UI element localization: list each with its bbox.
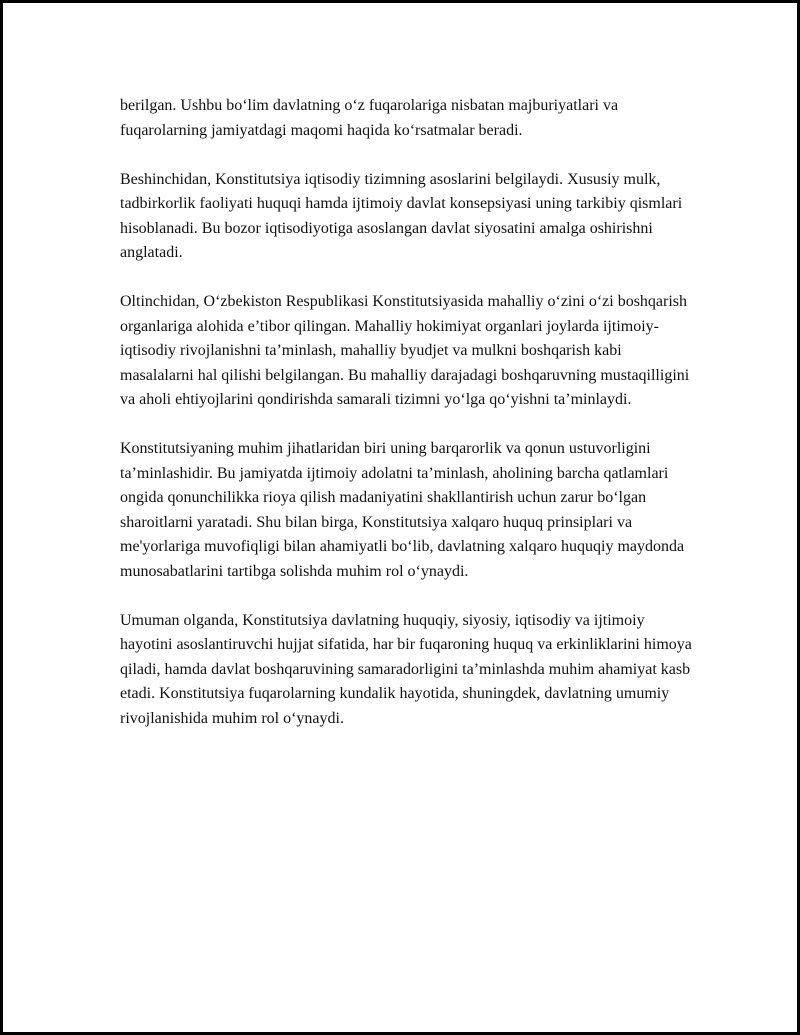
document-body — [120, 94, 695, 756]
paragraph-2: Beshinchidan, Konstitutsiya iqtisodiy tizimning asoslarini belgilaydi. Xususiy mulk, tadbirkorlik faoliyati huquqi hamda ijtimoiy davlat konsepsiyasi uning tarkibiy qismlari hisoblanadi. Bu bozor iqtisodiyotiga asoslangan davlat siyosatini amalga oshirishni anglatadi. — [120, 170, 683, 261]
paragraph-5: Umuman olganda, Konstitutsiya davlatning huquqiy, siyosiy, iqtisodiy va ijtimoiy hayotini asoslantiruvchi hujjat sifatida, har bir fuqaroning huquq va erkinliklarini himoya qiladi, hamda davlat boshqaruvining samaradorligini ta’minlashda muhim ahamiyat kasb etadi. Konstitutsiya fuqarolarning kundalik hayotida, shuningdek, davlatning umumiy rivojlanishida muhim rol o‘ynaydi. — [120, 611, 692, 727]
paragraph-4: Konstitutsiyaning muhim jihatlaridan biri uning barqarorlik va qonun ustuvorligini ta’minlashidir. Bu jamiyatda ijtimoiy adolatni ta’minlash, aholining barcha qatlamlari ongida qonunchilikka rioya qilish madaniyatini shakllantirish uchun zarur bo‘lgan sharoitlarni yaratadi. Shu bilan birga, Konstitutsiya xalqaro huquq prinsiplari va me'yorlariga muvofiqligi bilan ahamiyatli bo‘lib, davlatning xalqaro huquqiy maydonda munosabatlarini tartibga solishda muhim rol o‘ynaydi. — [120, 440, 685, 580]
paragraph-3: Oltinchidan, O‘zbekiston Respublikasi Konstitutsiyasida mahalliy o‘zini o‘zi boshqarish organlariga alohida e’tibor qilingan. Mahalliy hokimiyat organlari joylarda ijtimoiy-iqtisodiy rivojlanishni ta’minlash, mahalliy byudjet va mulkni boshqarish kabi masalalarni hal qilishi belgilangan. Bu mahalliy darajadagi boshqaruvning mustaqilligini va aholi ehtiyojlarini qondirishda samarali tizimni yo‘lga qo‘yishni ta’minlaydi. — [120, 293, 690, 408]
paragraph-1: berilgan. Ushbu bo‘lim davlatning o‘z fuqarolariga nisbatan majburiyatlari va fuqarolarning jamiyatdagi maqomi haqida ko‘rsatmalar beradi. — [120, 97, 619, 139]
